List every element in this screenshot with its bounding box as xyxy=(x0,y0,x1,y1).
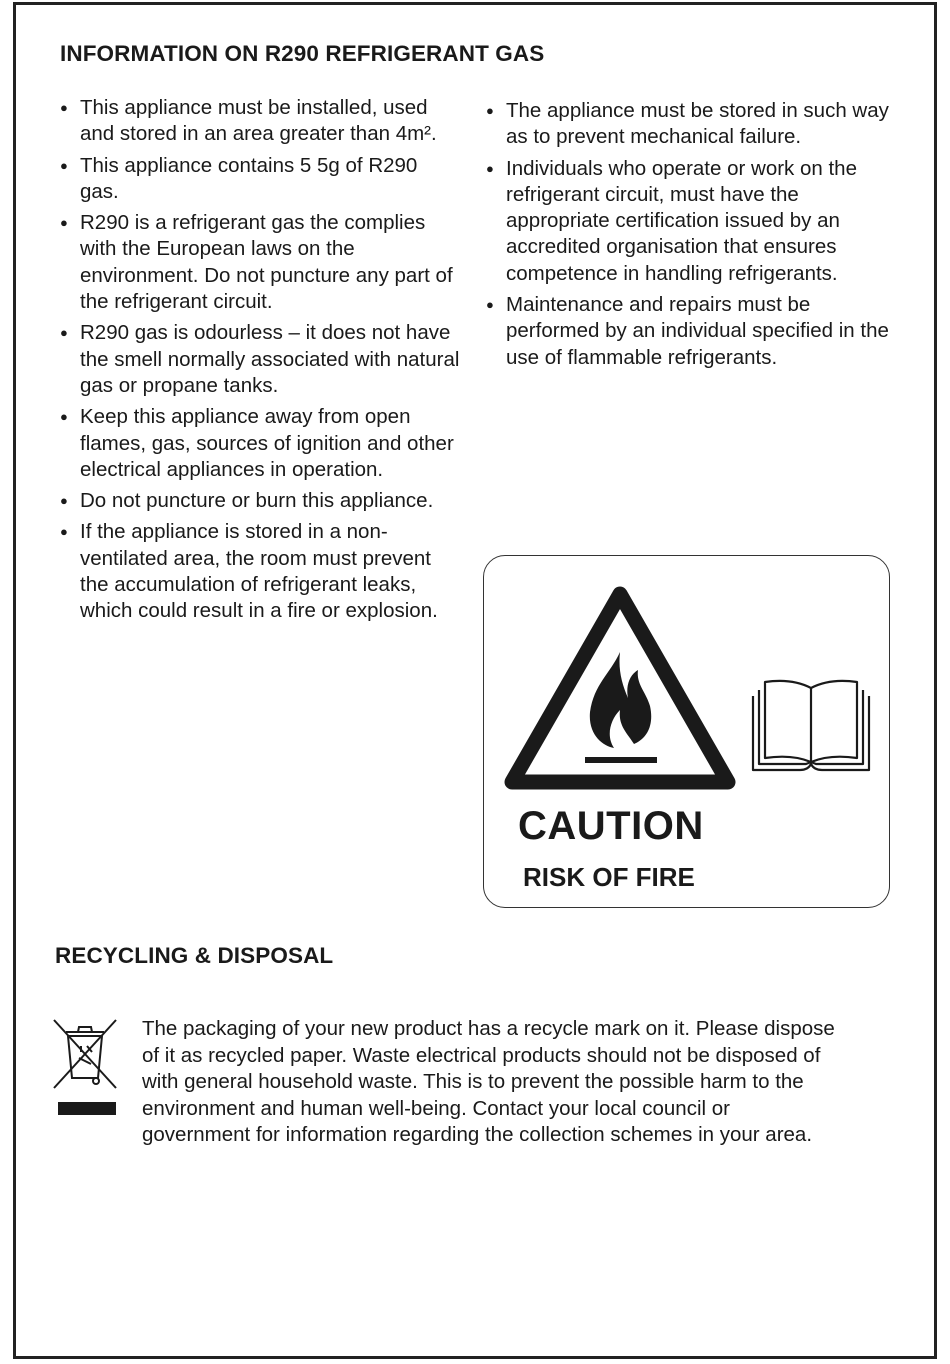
list-item: ● Individuals who operate or work on the refrigerant circuit, must have the appropriate certification issued by an accredited organisation that ensures competence in handling refrigerants. xyxy=(486,156,906,287)
crossed-out-wheelie-bin-icon xyxy=(52,1018,118,1090)
fire-warning-label xyxy=(483,555,890,908)
list-item: ● This appliance contains 5 5g of R290 gas. xyxy=(60,153,460,206)
list-item: ● R290 is a refrigerant gas the complies with the European laws on the environment. Do not puncture any part of the refrigerant circuit. xyxy=(60,210,460,315)
list-item: ● R290 gas is odourless – it does not have the smell normally associated with natural gas or propane tanks. xyxy=(60,320,460,399)
list-item: ● Keep this appliance away from open flames, gas, sources of ignition and other electrical appliances in operation. xyxy=(60,404,460,483)
refrigerant-heading: INFORMATION ON R290 REFRIGERANT GAS xyxy=(60,41,545,66)
weee-underline-bar xyxy=(58,1102,116,1115)
list-item: ● Maintenance and repairs must be performed by an individual specified in the use of flammable refrigerants. xyxy=(486,292,906,371)
flammable-warning-triangle-icon xyxy=(502,584,738,794)
caution-title: CAUTION xyxy=(518,804,704,848)
read-manual-book-icon xyxy=(750,674,872,774)
risk-of-fire-subtitle: RISK OF FIRE xyxy=(523,862,695,892)
recycling-paragraph: The packaging of your new product has a recycle mark on it. Please dispose of it as recycled paper. Waste electrical products should not be disposed of with general household waste. This is to prevent the possible harm to the environment and human well-being. Contact your local council or government for information regarding the collection schemes in your area. xyxy=(142,1017,835,1146)
list-item: ● This appliance must be installed, used and stored in an area greater than 4m². xyxy=(60,95,460,148)
recycling-heading: RECYCLING & DISPOSAL xyxy=(55,943,334,968)
list-item: ● Do not puncture or burn this appliance. xyxy=(60,488,460,514)
list-item: ● The appliance must be stored in such way as to prevent mechanical failure. xyxy=(486,98,906,151)
list-item: ● If the appliance is stored in a non-ventilated area, the room must prevent the accumulation of refrigerant leaks, which could result in a fire or explosion. xyxy=(60,519,460,624)
refrigerant-list-left xyxy=(60,95,460,630)
refrigerant-list-right xyxy=(486,98,906,376)
